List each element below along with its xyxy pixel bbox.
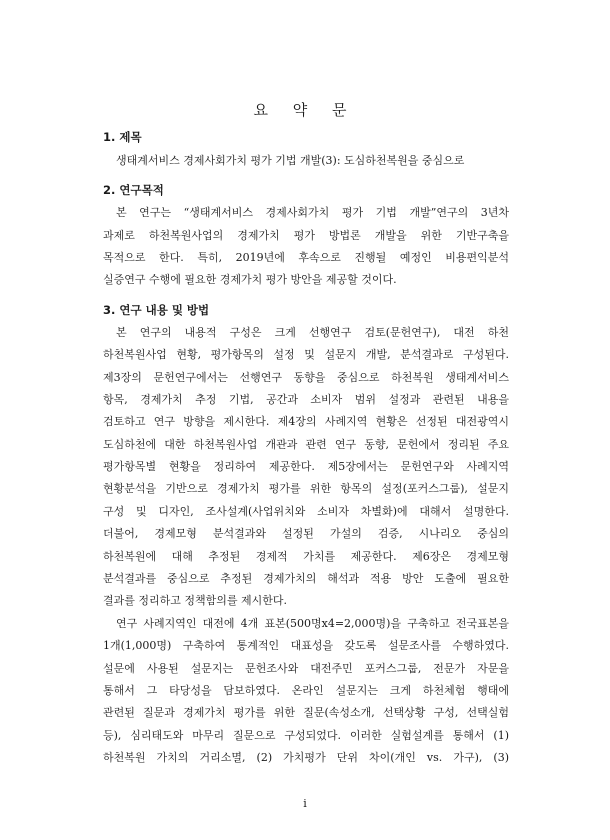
- paragraph-line: 결과를 정리하고 정책함의를 제시한다.: [103, 594, 288, 607]
- paragraph-line: 하천복원에 대해 추정된 경제적 가치를 제공한다. 제6장은 경제모형: [103, 550, 509, 563]
- paragraph-line: 관련된 질문과 경제가치 평가를 위한 질문(속성소개, 선택상황 구성, 선택실험: [103, 706, 509, 719]
- paragraph-line: 검토하고 연구 방향을 제시한다. 제4장의 사례지역 현황은 선정된 대전광역시: [103, 415, 509, 428]
- paragraph-line: 항목, 경제가치 추정 기법, 공간과 소비자 범위 설정과 관련된 내용을: [103, 393, 509, 406]
- paragraph-line: 하천복원사업 현황, 평가항목의 설정 및 설문지 개발, 분석결과로 구성된다.: [103, 348, 509, 361]
- section-heading-methods: 3. 연구 내용 및 방법: [103, 303, 210, 317]
- paragraph-line: 제3장의 문헌연구에서는 선행연구 동향을 중심으로 하천복원 생태계서비스: [103, 371, 509, 384]
- paragraph-line: 구성 및 디자인, 조사설계(사업위치와 소비자 차별화)에 대해서 설명한다.: [103, 505, 509, 518]
- paragraph-line: 과제로 하천복원사업의 경제가치 평가 방법론 개발을 위한 기반구축을: [103, 229, 509, 242]
- page-title: 요 약 문: [253, 101, 357, 119]
- paragraph-line: 현황분석을 기반으로 경제가치 평가를 위한 항목의 설정(포커스그룹), 설문지: [103, 482, 509, 495]
- paragraph-line: 평가항목별 현황을 정리하여 제공한다. 제5장에서는 문헌연구와 사례지역: [103, 460, 509, 473]
- paragraph-line: 실증연구 수행에 필요한 경제가치 평가 방안을 제공할 것이다.: [103, 273, 397, 286]
- paragraph-line: 본 연구는 “생태계서비스 경제사회가치 평가 기법 개발”연구의 3년차: [116, 206, 509, 219]
- page-number: i: [303, 797, 307, 810]
- paragraph-line: 도심하천에 대한 하천복원사업 개관과 관련 연구 동향, 문헌에서 정리된 주요: [103, 438, 509, 451]
- paragraph-line: 연구 사례지역인 대전에 4개 표본(500명x4=2,000명)을 구축하고 전국표본을: [116, 617, 509, 630]
- paragraph-line: 목적으로 한다. 특히, 2019년에 후속으로 진행될 예정인 비용편익분석: [103, 251, 509, 264]
- paragraph-line: 분석결과를 중심으로 추정된 경제가치의 해석과 적용 방안 도출에 필요한: [103, 572, 509, 585]
- paragraph-line: 1개(1,000명) 구축하여 통계적인 대표성을 갖도록 설문조사를 수행하였다.: [103, 639, 509, 652]
- paragraph-line: 설문에 사용된 설문지는 문헌조사와 대전주민 포커스그룹, 전문가 자문을: [103, 662, 509, 675]
- section-heading-purpose: 2. 연구목적: [103, 183, 164, 197]
- paragraph-line: 하천복원 가치의 거리소멸, (2) 가치평가 단위 차이(개인 vs. 가구), (3): [103, 751, 509, 764]
- paragraph-line: 통해서 그 타당성을 담보하였다. 온라인 설문지는 크게 하천체험 행태에: [103, 684, 509, 697]
- paragraph-line: 등), 심리태도와 마무리 질문으로 구성되었다. 이러한 실험설계를 통해서 (1): [103, 729, 509, 742]
- paragraph-line: 본 연구의 내용적 구성은 크게 선행연구 검토(문헌연구), 대전 하천: [116, 326, 509, 339]
- paragraph-line: 더불어, 경제모형 분석결과와 설정된 가설의 검증, 시나리오 중심의: [103, 527, 509, 540]
- section-heading-title: 1. 제목: [103, 130, 142, 144]
- report-subtitle: 생태계서비스 경제사회가치 평가 기법 개발(3): 도심하천복원을 중심으로: [116, 154, 465, 167]
